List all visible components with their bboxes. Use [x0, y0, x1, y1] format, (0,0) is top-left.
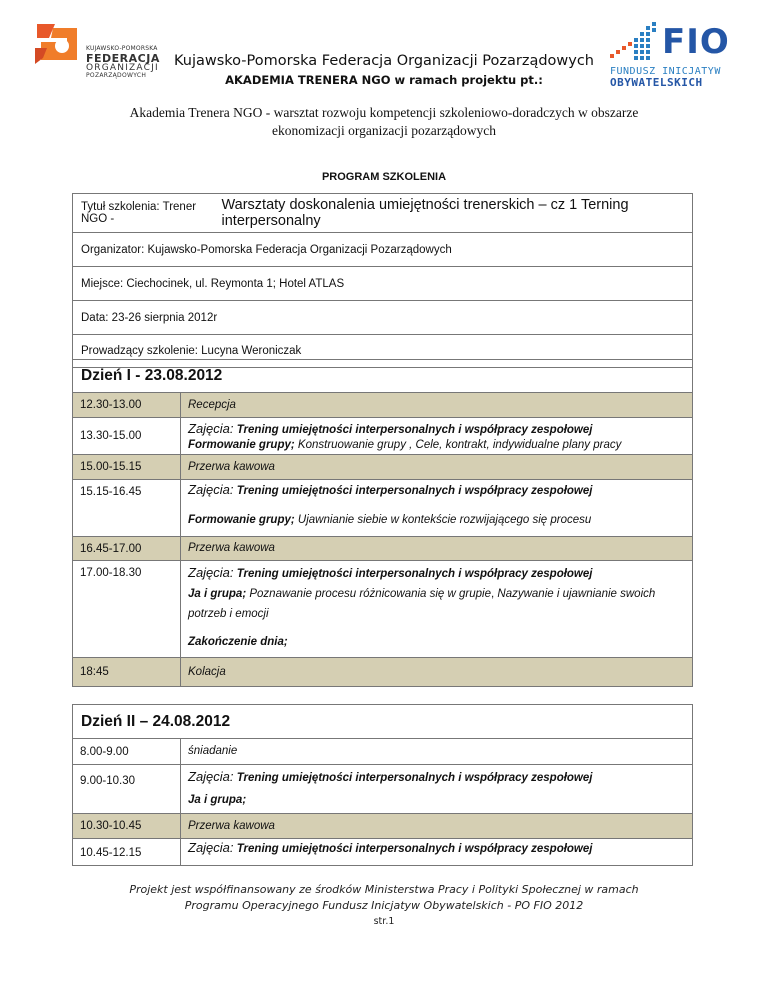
zajecia-label: Zajęcia:	[188, 769, 234, 784]
trening-label: Trening umiejętności interpersonalnych i współpracy zespołowej	[236, 772, 593, 784]
trening-label: Trening umiejętności interpersonalnych i współpracy zespołowej	[236, 568, 593, 580]
schedule-row	[73, 765, 692, 814]
row-text: Ujawnianie siebie w kontekście rozwijającego się procesu	[297, 514, 592, 526]
zajecia-label: Zajęcia:	[188, 840, 234, 855]
schedule-row	[73, 537, 692, 561]
day2-block	[72, 704, 693, 866]
footer-line1: Projekt jest współfinansowany ze środków Ministerstwa Pracy i Polityki Społecznej w ramach	[129, 883, 639, 896]
row-desc	[181, 418, 692, 454]
day2-title: Dzień II – 24.08.2012	[73, 705, 692, 739]
fio-text: FIO	[662, 22, 730, 62]
zakonczenie-label: Zakończenie dnia;	[188, 636, 288, 648]
formowanie-label: Formowanie grupy;	[188, 439, 295, 451]
row-text: Recepcja	[188, 398, 236, 411]
schedule-row	[73, 418, 692, 455]
trening-label: Trening umiejętności interpersonalnych i współpracy zespołowej	[236, 424, 593, 436]
organizer-text: Organizator: Kujawsko-Pomorska Federacja Organizacji Pozarządowych	[81, 243, 452, 256]
row-time: 9.00-10.30	[73, 765, 181, 813]
info-title-row	[73, 194, 692, 233]
schedule-row	[73, 455, 692, 480]
page-number: str.1	[373, 916, 395, 927]
ja-i-grupa-label: Ja i grupa;	[188, 794, 247, 806]
intro-text: Akademia Trenera NGO - warsztat rozwoju kompetencji szkoleniowo-doradczych w obszarze ekonomizacji organizacji pozarządowych	[129, 105, 639, 138]
row-text: Przerwa kawowa	[188, 819, 275, 832]
info-table	[72, 193, 693, 368]
zajecia-label: Zajęcia:	[188, 421, 234, 436]
row-text: Przerwa kawowa	[188, 460, 275, 473]
program-title: PROGRAM SZKOLENIA	[321, 171, 447, 183]
akademia-heading: AKADEMIA TRENERA NGO w ramach projektu pt.:	[225, 73, 543, 87]
schedule-row	[73, 393, 692, 418]
schedule-row	[73, 839, 692, 865]
row-text: Przerwa kawowa	[188, 542, 275, 554]
trainer-text: Prowadzący szkolenie: Lucyna Weroniczak	[81, 345, 302, 357]
row-time: 10.30-10.45	[73, 814, 181, 838]
row-text: Kolacja	[188, 665, 226, 678]
schedule-row	[73, 814, 692, 839]
fio-line2: OBYWATELSKICH	[610, 76, 703, 89]
row-time: 18:45	[73, 658, 181, 686]
row-time: 15.00-15.15	[73, 455, 181, 479]
info-place-row	[73, 267, 692, 301]
row-time: 17.00-18.30	[73, 561, 181, 657]
row-desc	[181, 480, 692, 536]
trening-label: Trening umiejętności interpersonalnych i współpracy zespołowej	[236, 485, 593, 497]
row-text: śniadanie	[188, 745, 238, 757]
row-text2: Nazywanie i ujawnianie swoich potrzeb i emocji	[188, 588, 656, 620]
trening-label: Trening umiejętności interpersonalnych i współpracy zespołowej	[236, 843, 593, 855]
info-date-row	[73, 301, 692, 335]
date-text: Data: 23-26 sierpnia 2012r	[81, 311, 218, 324]
kpfop-logo	[33, 20, 173, 80]
row-time: 13.30-15.00	[73, 418, 181, 454]
row-time: 15.15-16.45	[73, 480, 181, 536]
row-time: 8.00-9.00	[73, 739, 181, 764]
schedule-row	[73, 658, 692, 686]
row-time: 12.30-13.00	[73, 393, 181, 417]
footer	[0, 882, 768, 930]
formowanie-label: Formowanie grupy;	[188, 514, 295, 526]
logo-line1: KUJAWSKO-POMORSKA	[86, 45, 158, 52]
title-value: Warsztaty doskonalenia umiejętności trenerskich – cz 1 Terning interpersonalny	[221, 197, 629, 229]
place-text: Miejsce: Ciechocinek, ul. Reymonta 1; Hotel ATLAS	[81, 277, 345, 290]
schedule-row	[73, 561, 692, 658]
zajecia-label: Zajęcia:	[188, 482, 234, 497]
row-text: Konstruowanie grupy , Cele, kontrakt, indywidualne plany pracy	[297, 439, 622, 451]
title-label: Tytuł szkolenia: Trener NGO -	[81, 201, 197, 225]
info-organizer-row	[73, 233, 692, 267]
schedule-row	[73, 739, 692, 765]
row-desc	[181, 765, 692, 813]
organization-name: Kujawsko-Pomorska Federacja Organizacji Pozarządowych	[173, 53, 595, 69]
zajecia-label: Zajęcia:	[188, 565, 234, 580]
fio-line1: FUNDUSZ INICJATYW	[610, 66, 721, 77]
ja-i-grupa-label: Ja i grupa;	[188, 588, 247, 600]
logo-line3: ORGANIZACJI	[86, 63, 159, 73]
row-time: 10.45-12.15	[73, 839, 181, 865]
footer-line2: Programu Operacyjnego Fundusz Inicjatyw Obywatelskich - PO FIO 2012	[184, 899, 584, 912]
schedule-row	[73, 480, 692, 537]
row-desc: Zajęcia: Trening umiejętności interpersonalnych i współpracy zespołowej Ja i grupa; Poznawanie procesu różnicowania się w grupie, Nazywanie i ujawnianie swoich potrzeb i emocji Zakończenie dnia;	[188, 565, 656, 648]
day1-block	[72, 359, 693, 687]
row-desc	[181, 839, 692, 865]
logo-line2: FEDERACJA	[86, 52, 160, 65]
day1-title: Dzień I - 23.08.2012	[73, 360, 692, 393]
row-text: Poznawanie procesu różnicowania się w grupie	[249, 588, 491, 600]
row-time: 16.45-17.00	[73, 537, 181, 560]
logo-line4: POZARZĄDOWYCH	[86, 72, 147, 79]
